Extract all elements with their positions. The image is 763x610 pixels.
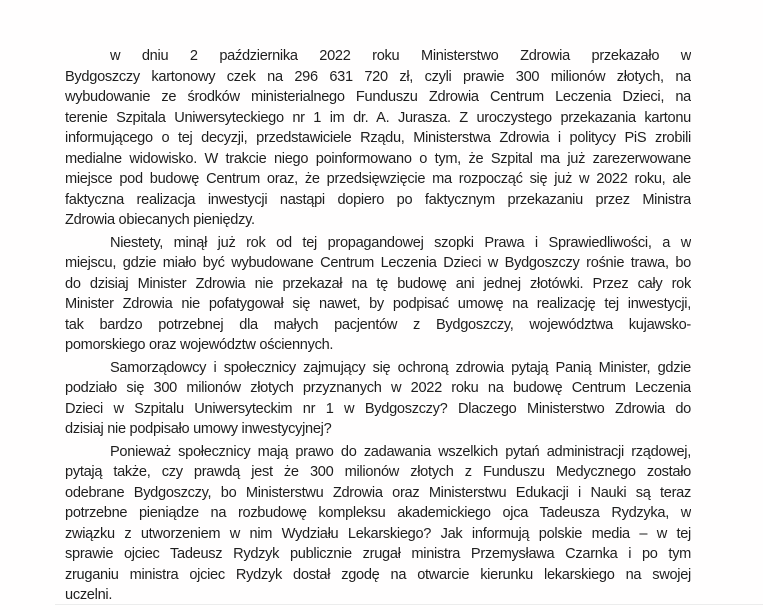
text-line: związku z utworzeniem w nim Wydziału Lekarskiego? Jak informują polskie media – w tej: [65, 525, 691, 542]
text-line: w dniu 2 października 2022 roku Ministerstwo Zdrowia przekazało w: [110, 48, 691, 64]
text-line: miejscu, gdzie miało być wybudowane Centrum Leczenia Dzieci w Bydgoszczy rośnie trawa, bo: [65, 255, 691, 271]
text-line: tak bardzo potrzebnej dla małych pacjentów z Bydgoszczy, województwa kujawsko-: [65, 316, 691, 333]
paragraph: [65, 46, 691, 231]
text-line: zruganiu ministra ojciec Rydzyk dostał zgodę na otwarcie kierunku lekarskiego na swojej: [65, 566, 691, 583]
text-line: medialne widowisko. W trakcie niego poinformowano o tym, że Szpital ma już zarezerwowane: [65, 150, 691, 167]
text-line: podziało się 300 milionów złotych przyznanych w 2022 roku na budowę Centrum Leczenia: [65, 380, 691, 396]
text-line: Minister Zdrowia nie pofatygował się nawet, by podpisać umowę na realizację tej inwestycji,: [65, 296, 691, 312]
text-line: Bydgoszczy kartonowy czek na 296 631 720 zł, czyli prawie 300 milionów złotych, na: [65, 68, 691, 85]
text-line: informującego o tej decyzji, przedstawiciele Rządu, Ministerstwa Zdrowia i politycy PiS zrobili: [65, 130, 691, 146]
paragraph: [65, 442, 691, 606]
text-line: odebrane Bydgoszczy, bo Ministerstwu Zdrowia oraz Ministerstwu Edukacji i Nauki są teraz: [65, 484, 691, 501]
document-body: [65, 46, 691, 608]
text-line: Dzieci w Szpitalu Uniwersyteckim nr 1 w Bydgoszczy? Dlaczego Ministerstwo Zdrowia do: [65, 400, 691, 417]
text-line: sprawie ojciec Tadeusz Rydzyk publicznie zrugał ministra Przemysława Czarnka i po tym: [65, 546, 691, 562]
text-line: do dzisiaj Minister Zdrowia nie przekazał na tę budowę ani jednej złotówki. Przez cały rok: [65, 275, 691, 292]
paragraph: [65, 233, 691, 356]
text-line: wybudowanie ze środków ministerialnego Funduszu Zdrowia Centrum Leczenia Dzieci, na: [65, 89, 691, 105]
text-line: Samorządowcy i społecznicy zajmujący się ochroną zdrowia pytają Panią Minister, gdzie: [110, 359, 691, 376]
paragraph: [65, 358, 691, 440]
scan-artifact-line: [55, 604, 763, 605]
text-line: pomorskiego oraz województw ościennych.: [65, 337, 334, 353]
text-line: pytają także, czy prawdą jest że 300 milionów złotych z Funduszu Medycznego zostało: [65, 464, 691, 480]
text-line: Ponieważ społecznicy mają prawo do zadawania wszelkich pytań administracji rządowej,: [110, 443, 691, 460]
text-line: faktyczna realizacja inwestycji nastąpi dopiero po faktycznym przekazaniu przez Ministra: [65, 191, 691, 208]
text-line: miejsce pod budowę Centrum oraz, że przedsięwzięcie ma rozpocząć się już w 2022 roku, ale: [65, 171, 691, 187]
text-line: uczelni.: [65, 587, 113, 603]
text-line: terenie Szpitala Uniwersyteckiego nr 1 im dr. A. Jurasza. Z uroczystego przekazania kartonu: [65, 109, 691, 126]
text-line: Zdrowia obiecanych pieniędzy.: [65, 212, 255, 228]
text-line: potrzebne pieniądze na rozbudowę kompleksu akademickiego ojca Tadeusza Rydzyka, w: [65, 505, 691, 521]
text-line: dzisiaj nie podpisało umowy inwestycyjnej?: [65, 421, 332, 437]
text-line: Niestety, minął już rok od tej propagandowej szopki Prawa i Sprawiedliwości, a w: [110, 234, 691, 251]
